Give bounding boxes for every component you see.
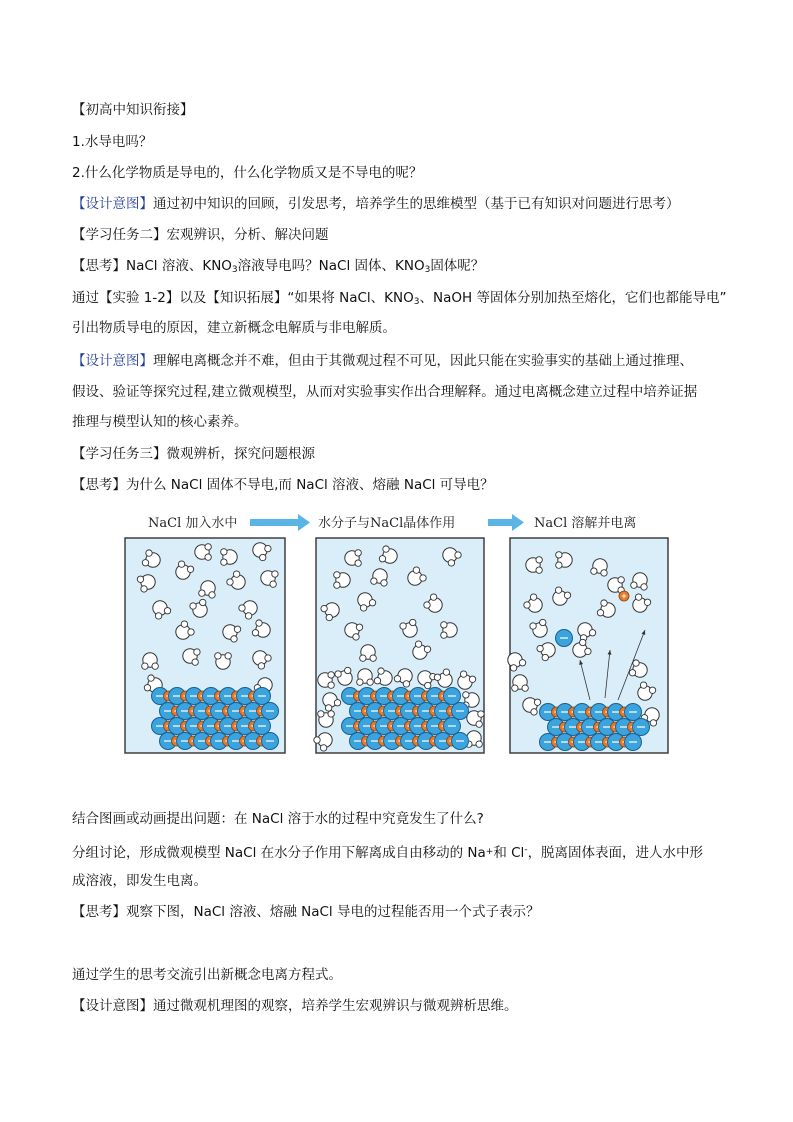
water-hydrogen xyxy=(328,682,334,688)
water-hydrogen xyxy=(424,602,430,608)
water-hydrogen xyxy=(383,546,389,552)
water-hydrogen xyxy=(200,599,206,605)
water-hydrogen xyxy=(357,679,363,685)
water-hydrogen xyxy=(148,675,154,681)
water-hydrogen xyxy=(256,620,262,626)
water-hydrogen xyxy=(537,645,543,651)
water-hydrogen xyxy=(455,552,461,558)
water-hydrogen xyxy=(649,687,655,693)
water-hydrogen xyxy=(381,580,387,586)
water-hydrogen xyxy=(192,659,198,665)
design-intent-3: 【设计意图】通过微观机理图的观察，培养学生宏观辨识与微观辨析思维。 xyxy=(72,998,518,1014)
water-hydrogen xyxy=(221,549,227,555)
water-hydrogen xyxy=(146,550,152,556)
group-discussion: 分组讨论，形成微观模型 NaCl 在水分子作用下解离成自由移动的 $Na_{^+}$和 Cl-，脱离固体表面，进人水中形 xyxy=(72,845,704,861)
water-hydrogen xyxy=(415,641,421,647)
group-discussion-cont: 成溶液，即发生电离。 xyxy=(72,873,207,889)
water-hydrogen xyxy=(510,665,516,671)
water-hydrogen xyxy=(252,630,258,636)
water-hydrogen xyxy=(345,667,351,673)
water-hydrogen xyxy=(215,653,221,659)
water-hydrogen xyxy=(328,711,334,717)
water-hydrogen xyxy=(360,655,366,661)
water-hydrogen xyxy=(233,571,239,577)
water-hydrogen xyxy=(190,603,196,609)
water-hydrogen xyxy=(519,660,525,666)
question-2: 2.什么化学物质是导电的，什么化学物质又是不导电的呢？ xyxy=(72,165,423,181)
water-hydrogen xyxy=(555,587,561,593)
water-hydrogen xyxy=(205,544,211,550)
water-hydrogen xyxy=(181,621,187,627)
water-hydrogen xyxy=(356,624,362,630)
water-hydrogen xyxy=(420,575,426,581)
water-hydrogen xyxy=(144,685,150,691)
think-2: 【思考】为什么 NaCl 固体不导电,而 NaCl 溶液、熔融 NaCl 可导电？ xyxy=(72,477,494,493)
water-hydrogen xyxy=(512,685,518,691)
panel-1-label: NaCl 加入水中 xyxy=(148,516,238,531)
water-hydrogen xyxy=(265,655,271,661)
water-hydrogen xyxy=(522,685,528,691)
water-hydrogen xyxy=(326,614,332,620)
water-hydrogen xyxy=(355,560,361,566)
water-hydrogen xyxy=(589,630,595,636)
water-hydrogen xyxy=(178,561,184,567)
water-hydrogen xyxy=(270,581,276,587)
water-hydrogen xyxy=(460,671,466,677)
water-hydrogen xyxy=(591,568,597,574)
water-hydrogen xyxy=(556,552,562,558)
water-hydrogen xyxy=(524,602,530,608)
water-hydrogen xyxy=(205,554,211,560)
water-hydrogen xyxy=(272,571,278,577)
figure-question: 结合图画或动画提出问题：在 NaCl 溶于水的过程中究竟发生了什么? xyxy=(72,811,484,827)
water-hydrogen xyxy=(413,567,419,573)
water-hydrogen xyxy=(448,560,454,566)
water-hydrogen xyxy=(530,594,536,600)
panel-3-label: NaCl 溶解并电离 xyxy=(534,516,637,531)
learning-task-3: 【学习任务三】微观辨析，探究问题根源 xyxy=(72,446,315,462)
water-hydrogen xyxy=(556,562,562,568)
design-intent-2: 【设计意图】理解电离概念并不难，但由于其微观过程不可见，因此只能在实验事实的基础上通过推理、 xyxy=(72,353,693,369)
section-heading-bridge: 【初高中知识衔接】 xyxy=(72,102,194,118)
water-hydrogen xyxy=(640,682,646,688)
water-hydrogen xyxy=(564,592,570,598)
header-arrow-icon xyxy=(250,519,298,526)
water-hydrogen xyxy=(314,737,320,743)
water-hydrogen xyxy=(164,608,170,614)
water-hydrogen xyxy=(469,676,475,682)
water-hydrogen xyxy=(580,639,586,645)
water-hydrogen xyxy=(403,681,409,687)
water-hydrogen xyxy=(434,674,440,680)
water-hydrogen xyxy=(378,668,384,674)
water-hydrogen xyxy=(633,660,639,666)
water-hydrogen xyxy=(536,567,542,573)
water-hydrogen xyxy=(476,741,482,747)
water-hydrogen xyxy=(601,570,607,576)
design-intent-tag: 【设计意图】 xyxy=(72,196,153,212)
water-hydrogen xyxy=(443,669,449,675)
experiment-line: 通过【实验 1-2】以及【知识拓展】“如果将 NaCl、$KNO_3$、NaOH 等固体分别加热至熔化，它们也都能导电” xyxy=(72,290,727,307)
water-hydrogen xyxy=(478,711,484,717)
water-hydrogen xyxy=(321,605,327,611)
water-hydrogen xyxy=(430,594,436,600)
water-hydrogen xyxy=(353,634,359,640)
water-hydrogen xyxy=(441,622,447,628)
nacl-dissolution-figure xyxy=(120,510,672,758)
water-hydrogen xyxy=(245,613,251,619)
water-hydrogen xyxy=(597,610,603,616)
water-hydrogen xyxy=(536,557,542,563)
water-hydrogen xyxy=(540,619,546,625)
water-hydrogen xyxy=(334,582,340,588)
water-hydrogen xyxy=(635,594,641,600)
water-hydrogen xyxy=(209,592,215,598)
design-intent-1 xyxy=(72,190,732,218)
water-hydrogen xyxy=(234,626,240,632)
water-hydrogen xyxy=(227,579,233,585)
water-hydrogen xyxy=(142,663,148,669)
water-hydrogen xyxy=(601,600,607,606)
water-hydrogen xyxy=(155,613,161,619)
water-hydrogen xyxy=(194,649,200,655)
water-hydrogen xyxy=(424,646,430,652)
water-hydrogen xyxy=(369,600,375,606)
water-hydrogen xyxy=(531,709,537,715)
water-hydrogen xyxy=(355,550,361,556)
water-hydrogen xyxy=(530,623,536,629)
water-hydrogen xyxy=(631,582,637,588)
water-hydrogen xyxy=(258,663,264,669)
water-hydrogen xyxy=(379,556,385,562)
new-concept-line: 通过学生的思考交流引出新概念电离方程式。 xyxy=(72,967,342,983)
water-hydrogen xyxy=(476,721,482,727)
water-hydrogen xyxy=(141,586,147,592)
water-hydrogen xyxy=(152,663,158,669)
water-hydrogen xyxy=(370,655,376,661)
water-hydrogen xyxy=(644,599,650,605)
water-hydrogen xyxy=(265,545,271,551)
water-hydrogen xyxy=(199,590,205,596)
water-hydrogen xyxy=(371,578,377,584)
water-hydrogen xyxy=(367,679,373,685)
water-hydrogen xyxy=(187,566,193,572)
water-hydrogen xyxy=(334,700,340,706)
water-hydrogen xyxy=(425,682,431,688)
water-hydrogen xyxy=(137,576,143,582)
water-hydrogen xyxy=(334,572,340,578)
water-hydrogen xyxy=(188,629,194,635)
water-hydrogen xyxy=(142,560,148,566)
water-hydrogen xyxy=(463,692,469,698)
design-intent-tag: 【设计意图】 xyxy=(72,353,153,369)
water-hydrogen xyxy=(641,584,647,590)
water-hydrogen xyxy=(225,653,231,659)
water-hydrogen xyxy=(221,559,227,565)
design-intent-2-cont2: 推理与模型认知的核心素养。 xyxy=(72,414,248,430)
water-hydrogen xyxy=(360,605,366,611)
think-1: 【思考】NaCl 溶液、$KNO_3$溶液导电吗？NaCl 固体、$KNO_3$固体呢？ xyxy=(72,258,485,275)
water-hydrogen xyxy=(260,554,266,560)
water-hydrogen xyxy=(239,605,245,611)
water-hydrogen xyxy=(320,745,326,751)
learning-task-2: 【学习任务二】宏观辨识，分析、解决问题 xyxy=(72,227,329,243)
water-hydrogen xyxy=(328,672,334,678)
think-3: 【思考】观察下图，NaCl 溶液、熔融 NaCl 导电的过程能否用一个式子表示？ xyxy=(72,904,540,920)
panel-2-label: 水分子与NaCl晶体作用 xyxy=(318,516,456,531)
water-hydrogen xyxy=(441,632,447,638)
design-intent-2-cont: 假设、验证等探究过程,建立微观模型，从而对实验事实作出合理解释。通过电离概念建立过程中培养证据 xyxy=(72,384,698,400)
water-hydrogen xyxy=(618,577,624,583)
water-hydrogen xyxy=(650,720,656,726)
water-hydrogen xyxy=(394,676,400,682)
header-arrow-icon xyxy=(488,519,512,526)
water-hydrogen xyxy=(534,699,540,705)
water-hydrogen xyxy=(325,705,331,711)
water-hydrogen xyxy=(374,678,380,684)
water-hydrogen xyxy=(629,670,635,676)
design-intent-text: 通过初中知识的回顾，引发思考，培养学生的思维模型（基于已有知识对问题进行思考） xyxy=(153,196,680,212)
water-hydrogen xyxy=(410,619,416,625)
water-hydrogen xyxy=(585,648,591,654)
water-hydrogen xyxy=(400,623,406,629)
water-hydrogen xyxy=(542,654,548,660)
question-1: 1.水导电吗？ xyxy=(72,134,153,150)
water-hydrogen xyxy=(335,671,341,677)
water-hydrogen xyxy=(231,636,237,642)
header-arrow-head-icon xyxy=(298,514,310,531)
header-arrow-head-icon xyxy=(512,514,524,531)
concept-line: 引出物质导电的原因，建立新概念电解质与非电解质。 xyxy=(72,320,396,336)
water-hydrogen xyxy=(318,711,324,717)
